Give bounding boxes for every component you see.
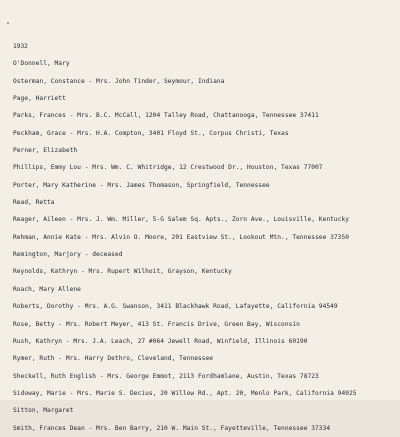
list-item: Osterman, Constance - Mrs. John Tinder, Seymour, Indiana xyxy=(13,77,225,85)
list-item: O'Donnell, Mary xyxy=(13,60,70,68)
list-item: Reager, Aileen - Mrs. J. Wm. Miller, 5-G Salem Sq. Apts., Zorn Ave., Louisville, Kentucky xyxy=(13,216,349,224)
list-item: Rose, Betty - Mrs. Robert Meyer, 413 St. Francis Drive, Green Bay, Wisconsin xyxy=(13,320,300,328)
list-item: Peckham, Grace - Mrs. H.A. Compton, 3401 Floyd St., Corpus Christi, Texas xyxy=(13,129,289,137)
list-item: Sitton, Margaret xyxy=(13,407,74,415)
alumni-list xyxy=(13,55,396,437)
list-item: Perner, Elizabeth xyxy=(13,147,78,155)
list-item: Smith, Frances Dean - Mrs. Ben Barry, 210 W. Main St., Fayetteville, Tennessee 37334 xyxy=(13,424,331,432)
list-item: Page, Harriett xyxy=(13,95,66,103)
binding-mark xyxy=(7,22,9,24)
list-item: Rehman, Annie Kate - Mrs. Alvin O. Moore, 201 Eastview St., Lookout Mtn., Tennessee 37350 xyxy=(13,233,349,241)
list-item: Rymer, Ruth - Mrs. Harry Dethro, Cleveland, Tennessee xyxy=(13,355,214,363)
list-item: Reynolds, Kathryn - Mrs. Rupert Wilhoit, Grayson, Kentucky xyxy=(13,268,232,276)
list-item: Phillips, Emmy Lou - Mrs. Wm. C. Whitridge, 12 Crestwood Dr., Houston, Texas 77007 xyxy=(13,164,323,172)
list-item: Porter, Mary Katherine - Mrs. James Thomason, Springfield, Tennessee xyxy=(13,181,270,189)
list-item: Rush, Kathryn - Mrs. J.A. Leach, 27 #064 Jewell Road, Winfield, Illinois 60190 xyxy=(13,337,308,345)
list-item: Roberts, Dorothy - Mrs. A.G. Swanson, 3411 Blackhawk Road, Lafayette, California 94549 xyxy=(13,303,338,311)
list-item: Remington, Marjory - deceased xyxy=(13,251,123,259)
list-item: Read, Retta xyxy=(13,199,55,207)
list-item: Roach, Mary Allene xyxy=(13,285,81,293)
list-item: Sheckell, Ruth English - Mrs. George Emmot, 2113 Fordhamlane, Austin, Texas 78723 xyxy=(13,372,319,380)
list-item: Sidoway, Marie - Mrs. Marie S. Decius, 20 Willow Rd., Apt. 20, Menlo Park, California 94025 xyxy=(13,389,357,397)
list-item: Parks, Frances - Mrs. B.C. McCall, 1204 Talley Road, Chattanooga, Tennessee 37411 xyxy=(13,112,319,120)
year-heading: 1932 xyxy=(13,43,28,50)
